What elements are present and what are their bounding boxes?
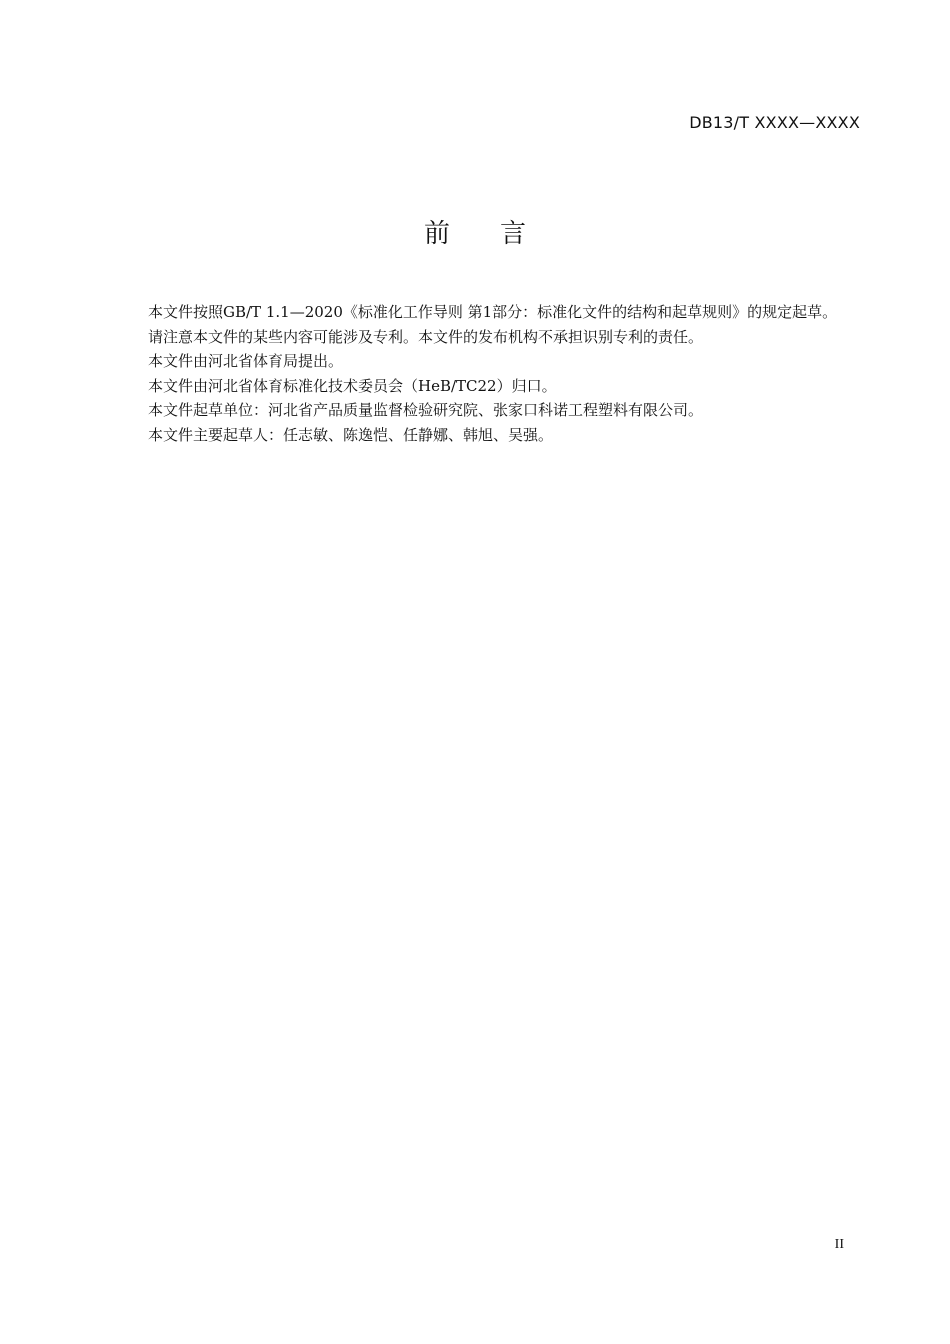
paragraph-patent-notice: 请注意本文件的某些内容可能涉及专利。本文件的发布机构不承担识别专利的责任。 xyxy=(148,327,704,346)
foreword-body xyxy=(114,300,860,447)
page-title: 前言 xyxy=(423,219,576,249)
paragraph-drafting-rules: 本文件按照GB/T 1.1—2020《标准化工作导则 第1部分：标准化文件的结构和起草规则》的规定起草。 xyxy=(148,303,838,321)
document-code: DB13/T XXXX—XXXX xyxy=(689,113,860,132)
paragraph-centralized-unit: 本文件由河北省体育标准化技术委员会（HeB/TC22）归口。 xyxy=(148,376,557,395)
paragraph-main-drafters: 本文件主要起草人：任志敏、陈逸恺、任静娜、韩旭、吴强。 xyxy=(148,425,554,444)
paragraph-drafting-units: 本文件起草单位：河北省产品质量监督检验研究院、张家口科诺工程塑料有限公司。 xyxy=(148,401,704,419)
paragraph-proposer: 本文件由河北省体育局提出。 xyxy=(148,352,344,370)
page-number: II xyxy=(834,1237,844,1252)
